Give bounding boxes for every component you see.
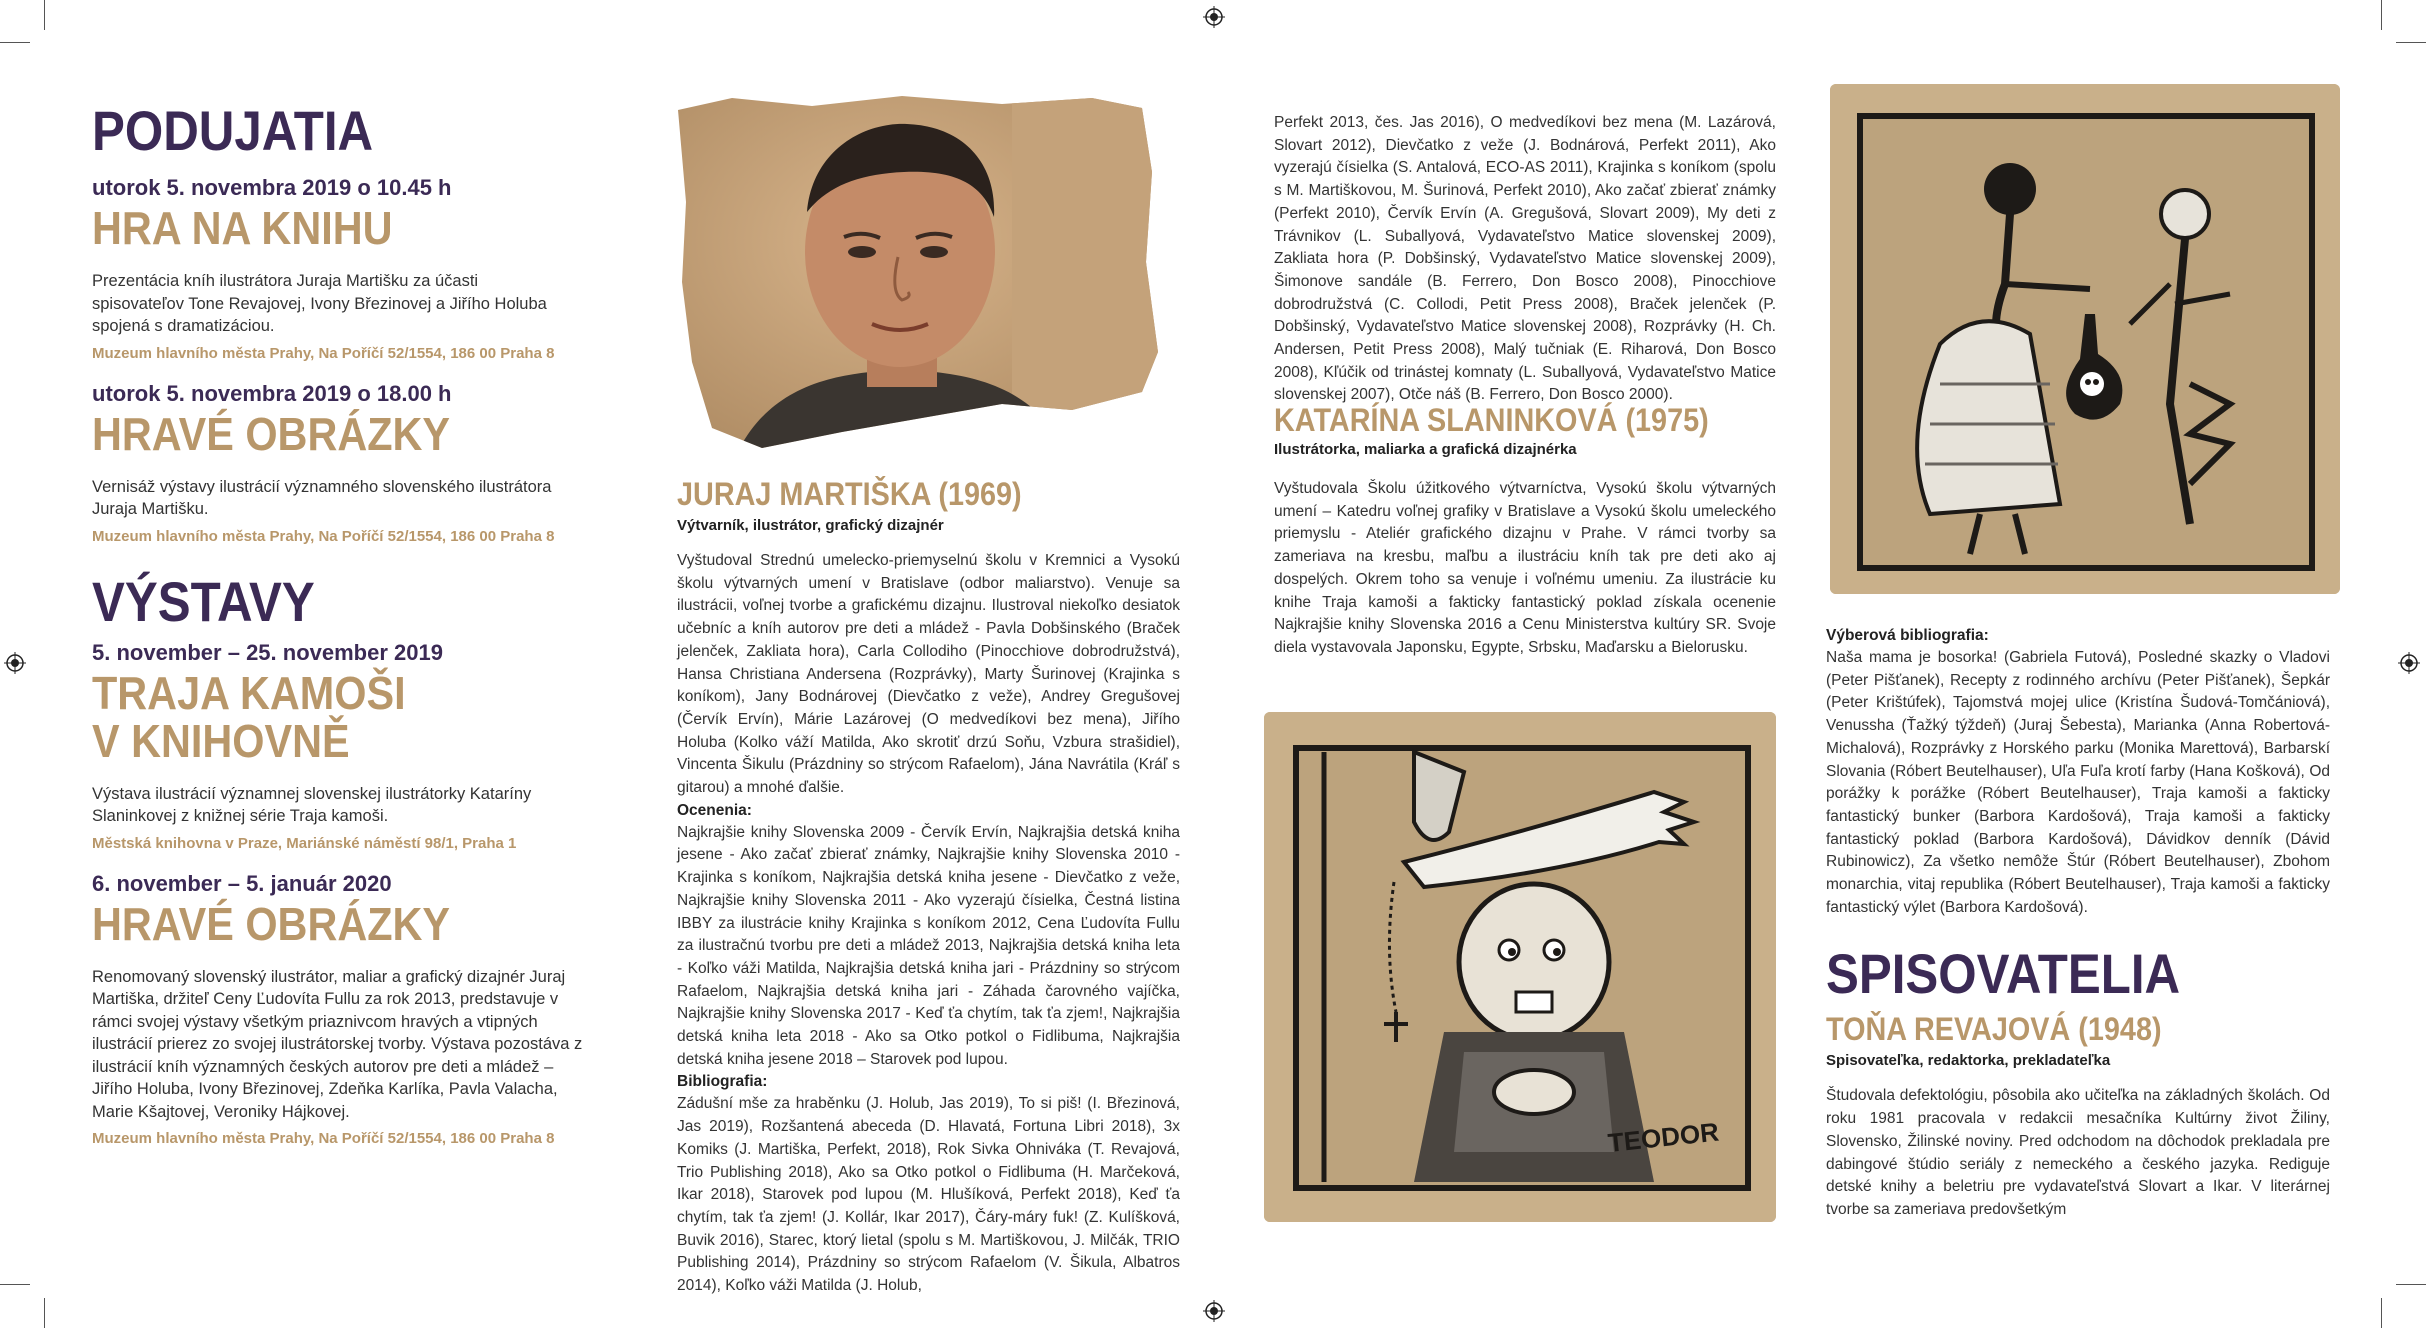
registration-mark-bottom-icon <box>1203 1300 1225 1322</box>
crop-mark <box>2381 0 2382 30</box>
bibliography-text: Zádušní mše za hraběnku (J. Holub, Jas 2019), To si piš! (I. Březinová, Jas 2019), Rozšantená abeceda (D. Hlavatá, Fortuna Libri 2018), 3x Komiks (J. Martiška, Perfekt, 2018), Rok Sivka Ohniváka (T. Revajová, Trio Publishing 2018), Ako sa Otko potkol o Fidlibuma (H. Marčeková, Ikar 2018), Starovek pod lupou (M. Hlušíková, Perfekt 2018), Keď ťa chytím, tak ťa zjem! (J. Kollár, Ikar 2017), Čáry-máry fuk! (Z. Kulíšková, Buvik 2016), Starec, ktorý lietal (spolu s M. Martiškovou, J. Milčák, TRIO Publishing 2014), Prázdniny so strýcom Rafaelom (V. Šikula, Albatros 2014), Koľko váži Matilda (J. Holub, <box>677 1095 1180 1295</box>
illustrator-role: Ilustrátorka, maliarka a grafická dizajnérka <box>1274 441 1577 458</box>
selected-bibliography-label: Výberová bibliografia: <box>1826 627 1989 644</box>
illustrator-name: KATARÍNA SLANINKOVÁ (1975) <box>1274 402 1709 438</box>
crop-mark <box>0 1284 30 1285</box>
crop-mark <box>2396 1284 2426 1285</box>
event-title: HRAVÉ OBRÁZKY <box>92 897 451 950</box>
event-venue: Muzeum hlavního města Prahy, Na Poříčí 52/1554, 186 00 Praha 8 <box>92 344 555 362</box>
illustrator-bio: Vyštudovala Školu úžitkového výtvarníctva, Vysokú školu výtvarných umení – Katedru voľnej grafiky v Bratislave a Vysokú školu umeleckého priemyslu - Ateliér grafického dizajnu v Prahe. V rámci tvorby sa zameriava na kresbu, maľbu a ilustráciu kníh tak pre deti ako aj dospelých. Okrem toho sa venuje i voľnému umeniu. Za ilustrácie ku knihe Traja kamoši a fakticky fantastický poklad získala ocenenie Najkrajšie knihy Slovenska 2016 a Cenu Ministerstva kultúry SR. Svoje diela vystavovala Japonsku, Egypte, Srbsku, Maďarsku a Bielorusku. <box>1274 480 1776 656</box>
crop-mark <box>44 1298 45 1328</box>
writers-column <box>1826 625 2330 1222</box>
event-date: 5. november – 25. november 2019 <box>92 639 443 665</box>
event-description: Prezentácia kníh ilustrátora Juraja Martišku za účasti spisovateľov Tone Revajovej, Ivony Březinovej a Jiřího Holuba spojená s dramatizáciou. <box>92 272 547 335</box>
writer-name: TOŇA REVAJOVÁ (1948) <box>1826 1011 2162 1048</box>
illustrator-role: Výtvarník, ilustrátor, grafický dizajnér <box>677 517 944 534</box>
event-title: V KNIHOVNĚ <box>92 714 350 767</box>
illustration-signature: TEODOR <box>1606 1116 1721 1158</box>
section-heading-spisovatelia: SPISOVATELIA <box>1826 942 2181 1006</box>
event-description: Výstava ilustrácií významnej slovenskej ilustrátorky Kataríny Slaninkovej z knižnej série Traja kamoši. <box>92 784 532 825</box>
registration-mark-right-icon <box>2398 652 2420 674</box>
event-venue: Městská knihovna v Praze, Mariánské náměstí 98/1, Praha 1 <box>92 834 517 852</box>
registration-mark-top-icon <box>1203 6 1225 28</box>
event-date: utorok 5. novembra 2019 o 10.45 h <box>92 175 452 200</box>
illustrator-name: JURAJ MARTIŠKA (1969) <box>677 476 1022 512</box>
crop-mark <box>2396 42 2426 43</box>
selected-bibliography-text: Naša mama je bosorka! (Gabriela Futová), Posledné skazky o Vladovi (Peter Pišťanek), Recepty z rodinného archívu (Peter Pišťanek), Šepkár (Peter Krištúfek), Tajomstvá mojej ulice (Kristína Šudová-Tomčániová), Venussha (Ťažký týždeň) (Juraj Šebesta), Marianka (Anna Robertová-Michalová), Rozprávky z Horského parku (Monika Marettová), Barbarskí Slovania (Róbert Beutelhauser), Uľa Fuľa krotí farby (Hana Košková), Od porážky k porážke (Róbert Beutelhauser), Traja kamoši a fakticky fantastický bunker (Barbora Kardošová), Traja kamoši a fakticky fantastický poklad (Barbora Kardošová), Dávidkov denník (Dávid Rubinowicz), Za všetko nemôže Štúr (Róbert Beutelhauser), Zbohom monarchia, vitaj republika (Róbert Beutelhauser), Traja kamoši a fakticky fantastický výlet (Barbora Kardošová). <box>1826 649 2330 916</box>
portrait-photo <box>672 92 1162 464</box>
awards-text: Najkrajšie knihy Slovenska 2009 - Červík Ervín, Najkrajšia detská kniha jesene - Ako začať zbierať známky, Najkrajšie knihy Slovenska 2010 - Krajinka s koníkom, Najkrajšia detská kniha jesene - Dievčatko z veže, Najkrajšie knihy Slovenska 2011 - Ako vyzerajú čísielka, Čestná listina IBBY za ilustrácie knihy Krajinka s koníkom 2012, Cena Ľudovíta Fullu za ilustračnú tvorbu pre deti a mládež 2013, Najkrajšia detská kniha leta - Koľko váži Matilda, Najkrajšia detská kniha jari - Prázdniny so strýcom Rafaelom, Najkrajšia detská kniha jari - Záhada čarovného vajíčka, Najkrajšie knihy Slovenska 2017 - Keď ťa chytím, tak ťa zjem!, Najkrajšia detská kniha leta 2018 - Ako sa Otko potkol o Fidlibuma, Najkrajšia detská kniha jesene 2018 – Starovek pod lupou. <box>677 823 1180 1068</box>
event-title: HRAVÉ OBRÁZKY <box>92 407 451 460</box>
illustration-witches-image <box>1830 84 2340 594</box>
bibliography-label: Bibliografia: <box>677 1073 768 1091</box>
portrait-photo-image <box>672 92 1162 464</box>
illustration-witches <box>1830 84 2340 594</box>
awards-label: Ocenenia: <box>677 801 752 819</box>
event-venue: Muzeum hlavního města Prahy, Na Poříčí 52/1554, 186 00 Praha 8 <box>92 1130 555 1147</box>
section-heading-podujatia: PODUJATIA <box>92 99 374 162</box>
illustrator-juraj-column <box>677 476 1180 1298</box>
illustration-teodor-image <box>1264 712 1776 1222</box>
writer-bio: Študovala defektológiu, pôsobila ako učiteľka na základných školách. Od roku 1981 pracovala v redakcii mesačníka Kultúrny život Žiliny, Slovensko, Žilinské noviny. Pred odchodom na dôchodok prekladala pre dabingové štúdio seriály z nemeckého a českého jazyka. Rediguje detské knihy a beletriu pre vydavateľstvá Slovart a Ikar. V literárnej tvorbe sa zameriava predovšetkým <box>1826 1087 2330 1218</box>
crop-mark <box>44 0 45 30</box>
event-venue: Muzeum hlavního města Prahy, Na Poříčí 52/1554, 186 00 Praha 8 <box>92 527 555 545</box>
illustration-teodor <box>1264 712 1776 1222</box>
crop-mark <box>2381 1298 2382 1328</box>
event-title: TRAJA KAMOŠI <box>92 666 406 719</box>
illustrator-katarina-column <box>1274 402 1776 660</box>
section-heading-vystavy: VÝSTAVY <box>92 569 315 633</box>
event-description: Vernisáž výstavy ilustrácií významného slovenského ilustrátora Juraja Martišku. <box>92 477 552 518</box>
event-title: HRA NA KNIHU <box>92 202 393 254</box>
events-column <box>92 100 592 1149</box>
illustrator-bio: Vyštudoval Strednú umelecko-priemyselnú školu v Kremnici a Vysokú školu výtvarných umení v Bratislave (odbor maliarstvo). Venuje sa ilustrácii, voľnej tvorbe a grafickému dizajnu. Ilustroval niekoľko desiatok učebníc a kníh autorov pre deti a mládež - Pavla Dobšinského (Braček jelenček, Zakliata hora), Carla Collodiho (Pinocchiove dobrodružstvá), Hansa Christiana Andersena (Rozprávky), Marty Šurinovej (Krajinka s koníkom), Jany Bodnárovej (Dievčatko z veže), Andrey Gregušovej (Červík Ervín), Márie Lazárovej (O medvedíkovi bez mena), Jiřího Holuba (Kolko váží Matilda, Ako skrotiť drzú Soňu, Vzbura strašidiel), Vincenta Šikulu (Prázdniny so strýcom Rafaelom), Jána Navrátila (Kráľ s gitarou) a mnohé ďalšie. <box>677 552 1180 797</box>
event-date: 6. november – 5. január 2020 <box>92 870 392 896</box>
event-description: Renomovaný slovenský ilustrátor, maliar a grafický dizajnér Juraj Martiška, držiteľ Ceny Ľudovíta Fullu za rok 2013, predstavuje v rámci svojej výstavy všetkým priaznivcom hravých a vtipných ilustrácií prierez zo svojej ilustrátorskej tvorby. Výstava pozostáva z ilustrácií kníh významných českých autorov pre deti a mládež – Jiřího Holuba, Ivony Březinovej, Zdeňka Karlíka, Pavla Valacha, Marie Kšajtovej, Veroniky Hájkovej. <box>92 967 583 1121</box>
registration-mark-left-icon <box>4 652 26 674</box>
bibliography-continued-column <box>1274 112 1776 407</box>
event-date: utorok 5. novembra 2019 o 18.00 h <box>92 380 452 406</box>
crop-mark <box>0 42 30 43</box>
writer-role: Spisovateľka, redaktorka, prekladateľka <box>1826 1052 2111 1070</box>
bibliography-continued-text: Perfekt 2013, čes. Jas 2016), O medvedíkovi bez mena (M. Lazárová, Slovart 2012), Dievčatko z veže (J. Bodnárová, Perfekt 2011), Ako vyzerajú čísielka (S. Antalová, ECO-AS 2011), Krajinka s koníkom (spolu s M. Martiškovou, M. Šurinová, Perfekt 2010), Ako začať zbierať známky (Perfekt 2010), Červík Ervín (A. Gregušová, Slovart 2009), My deti z Trávnikov (L. Suballyová, Vydavateľstvo Matice slovenskej 2009), Zakliata hora (P. Dobšinský, Vydavateľstvo Matice slovenskej 2009), Šimonove sandále (B. Ferrero, Don Bosco 2008), Pinocchiove dobrodružstvá (C. Collodi, Petit Press 2008), Braček jelenček (P. Dobšinský, Vydavateľstvo Matice slovenskej 2008), Rozprávky (H. Ch. Andersen, Petit Press 2008), Malý tučniak (E. Riharová, Don Bosco 2008), Kľúčik od trinástej komnaty (L. Suballyová, Vydavateľstvo Matice slovenskej 2007), Otče náš (B. Ferrero, Don Bosco 2000). <box>1274 114 1776 404</box>
